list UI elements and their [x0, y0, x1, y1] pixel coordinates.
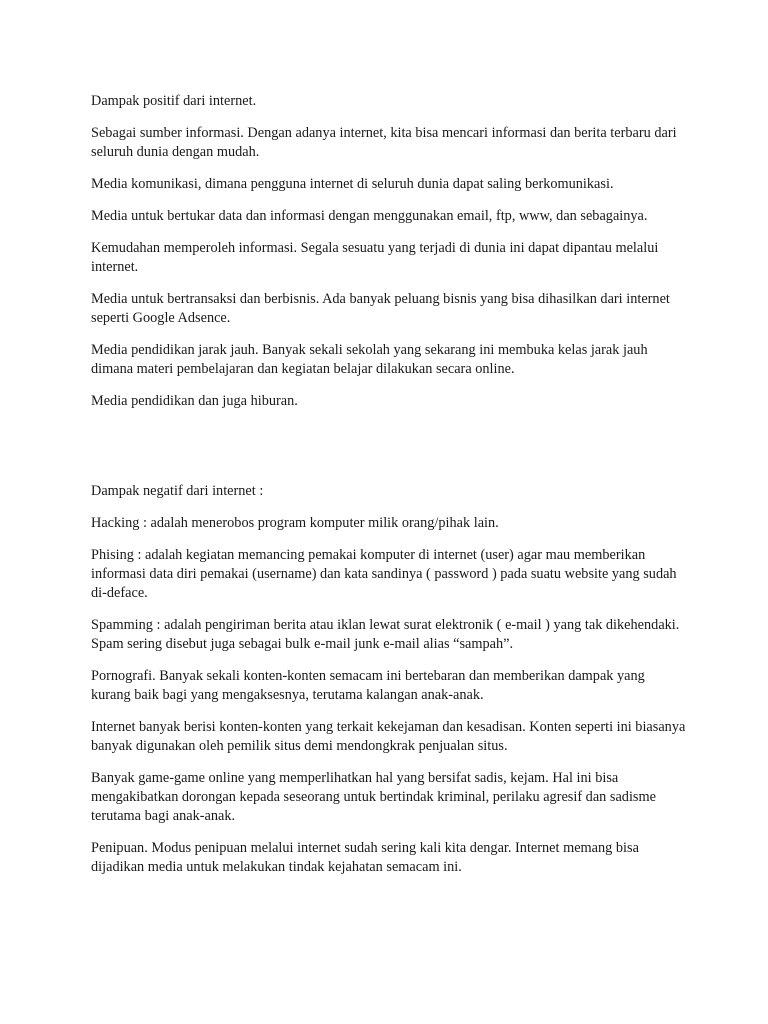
negative-paragraph: Pornografi. Banyak sekali konten-konten semacam ini bertebaran dan memberikan dampak yang kurang baik bagi yang mengaksesnya, terutama kalangan anak-anak. [91, 668, 645, 703]
positive-paragraph: Media komunikasi, dimana pengguna internet di seluruh dunia dapat saling berkomunikasi. [91, 176, 614, 192]
positive-impacts-heading: Dampak positif dari internet. [91, 93, 257, 109]
positive-impacts-section [91, 92, 688, 411]
negative-paragraph: Banyak game-game online yang memperlihatkan hal yang bersifat sadis, kejam. Hal ini bisa mengakibatkan dorongan kepada seseorang untuk bertindak kriminal, perilaku agresif dan sadisme terutama bagi anak-anak. [91, 770, 656, 824]
negative-paragraph: Phising : adalah kegiatan memancing pemakai komputer di internet (user) agar mau memberikan informasi data diri pemakai (username) dan kata sandinya ( password ) pada suatu website yang sudah di-deface. [91, 547, 677, 601]
negative-impacts-heading: Dampak negatif dari internet : [91, 483, 264, 499]
positive-paragraph: Media untuk bertransaksi dan berbisnis. Ada banyak peluang bisnis yang bisa dihasilkan dari internet seperti Google Adsence. [91, 291, 670, 326]
negative-impacts-section [91, 482, 688, 877]
positive-paragraph: Kemudahan memperoleh informasi. Segala sesuatu yang terjadi di dunia ini dapat dipantau melalui internet. [91, 240, 659, 275]
section-spacer [91, 424, 688, 482]
positive-paragraph: Media untuk bertukar data dan informasi dengan menggunakan email, ftp, www, dan sebagainya. [91, 208, 648, 224]
negative-paragraph: Spamming : adalah pengiriman berita atau iklan lewat surat elektronik ( e-mail ) yang tak dikehendaki. Spam sering disebut juga sebagai bulk e-mail junk e-mail alias “sampah”. [91, 617, 680, 652]
positive-paragraph: Media pendidikan dan juga hiburan. [91, 393, 298, 409]
negative-paragraph: Internet banyak berisi konten-konten yang terkait kekejaman dan kesadisan. Konten seperti ini biasanya banyak digunakan oleh pemilik situs demi mendongkrak penjualan situs. [91, 719, 686, 754]
negative-paragraph: Penipuan. Modus penipuan melalui internet sudah sering kali kita dengar. Internet memang bisa dijadikan media untuk melakukan tindak kejahatan semacam ini. [91, 840, 639, 875]
negative-paragraph: Hacking : adalah menerobos program komputer milik orang/pihak lain. [91, 515, 499, 531]
positive-paragraph: Sebagai sumber informasi. Dengan adanya internet, kita bisa mencari informasi dan berita terbaru dari seluruh dunia dengan mudah. [91, 125, 677, 160]
positive-paragraph: Media pendidikan jarak jauh. Banyak sekali sekolah yang sekarang ini membuka kelas jarak jauh dimana materi pembelajaran dan kegiatan belajar dilakukan secara online. [91, 342, 648, 377]
